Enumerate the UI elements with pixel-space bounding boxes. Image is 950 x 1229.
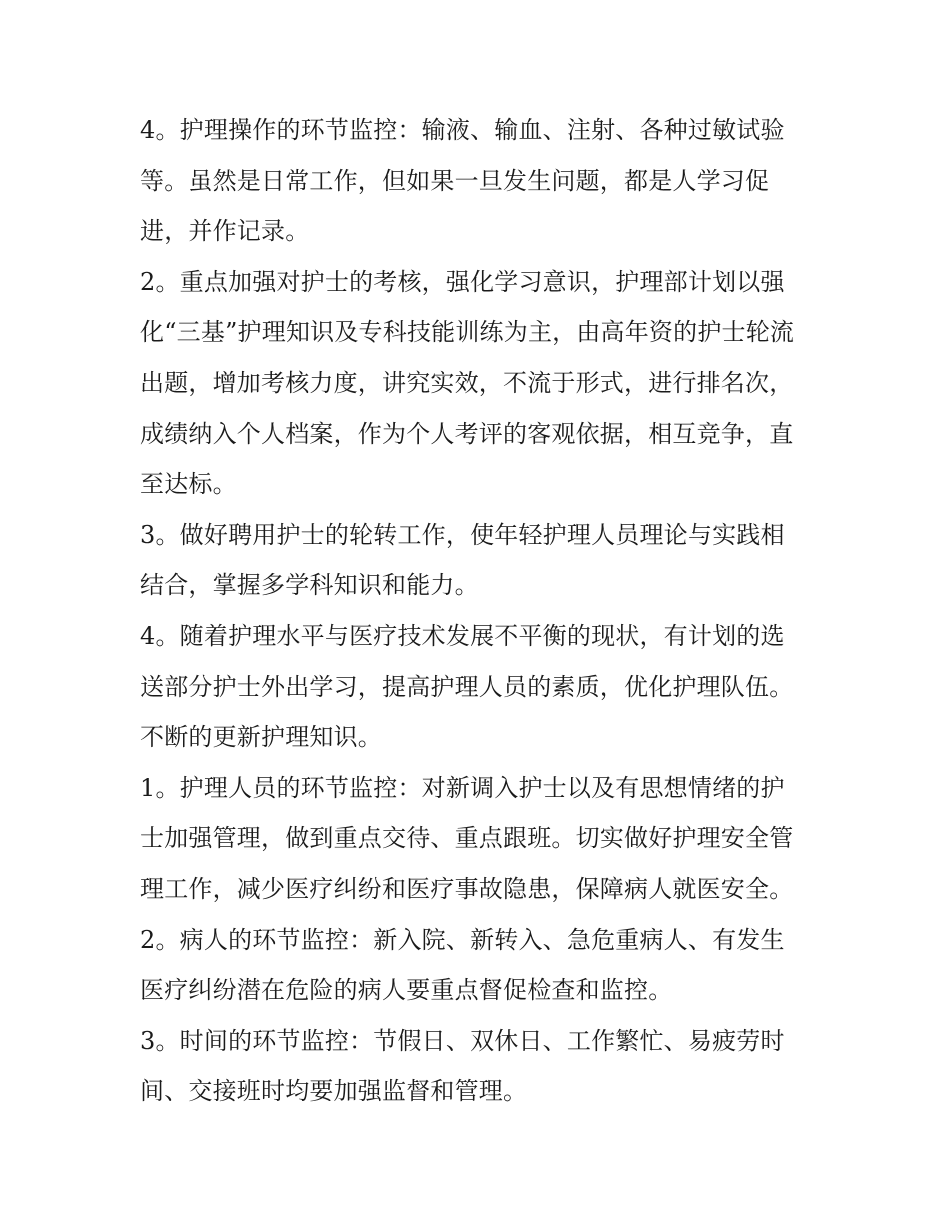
text-line: 出题，增加考核力度，讲究实效，不流于形式，进行排名次， bbox=[140, 368, 794, 397]
text-line: 士加强管理，做到重点交待、重点跟班。切实做好护理安全管 bbox=[140, 824, 794, 853]
text-line: 4。随着护理水平与医疗技术发展不平衡的现状，有计划的选 bbox=[140, 621, 785, 650]
text-line: 不断的更新护理知识。 bbox=[140, 723, 382, 752]
text-line: 成绩纳入个人档案，作为个人考评的客观依据，相互竞争，直 bbox=[140, 419, 794, 448]
text-line: 2。重点加强对护士的考核，强化学习意识，护理部计划以强 bbox=[140, 267, 785, 296]
text-line: 4。护理操作的环节监控：输液、输血、注射、各种过敏试验 bbox=[140, 116, 785, 144]
text-line: 至达标。 bbox=[140, 470, 237, 499]
text-line: 间、交接班时均要加强监督和管理。 bbox=[140, 1077, 528, 1106]
text-line: 2。病人的环节监控：新入院、新转入、急危重病人、有发生 bbox=[140, 925, 785, 954]
text-line: 3。做好聘用护士的轮转工作，使年轻护理人员理论与实践相 bbox=[140, 520, 785, 549]
document-body bbox=[140, 105, 820, 1117]
text-line: 化“三基”护理知识及专科技能训练为主，由高年资的护士轮流 bbox=[140, 318, 795, 347]
text-line: 医疗纠纷潜在危险的病人要重点督促检查和监控。 bbox=[140, 976, 673, 1005]
text-line: 结合，掌握多学科知识和能力。 bbox=[140, 571, 479, 600]
text-line: 进，并作记录。 bbox=[140, 217, 310, 246]
text-line: 3。时间的环节监控：节假日、双休日、工作繁忙、易疲劳时 bbox=[140, 1026, 785, 1055]
text-line: 1。护理人员的环节监控：对新调入护士以及有思想情绪的护 bbox=[140, 773, 785, 802]
text-line: 送部分护士外出学习，提高护理人员的素质，优化护理队伍。 bbox=[140, 672, 794, 701]
text-line: 等。虽然是日常工作，但如果一旦发生问题，都是人学习促 bbox=[140, 166, 770, 195]
text-line: 理工作，减少医疗纠纷和医疗事故隐患，保障病人就医安全。 bbox=[140, 874, 794, 903]
